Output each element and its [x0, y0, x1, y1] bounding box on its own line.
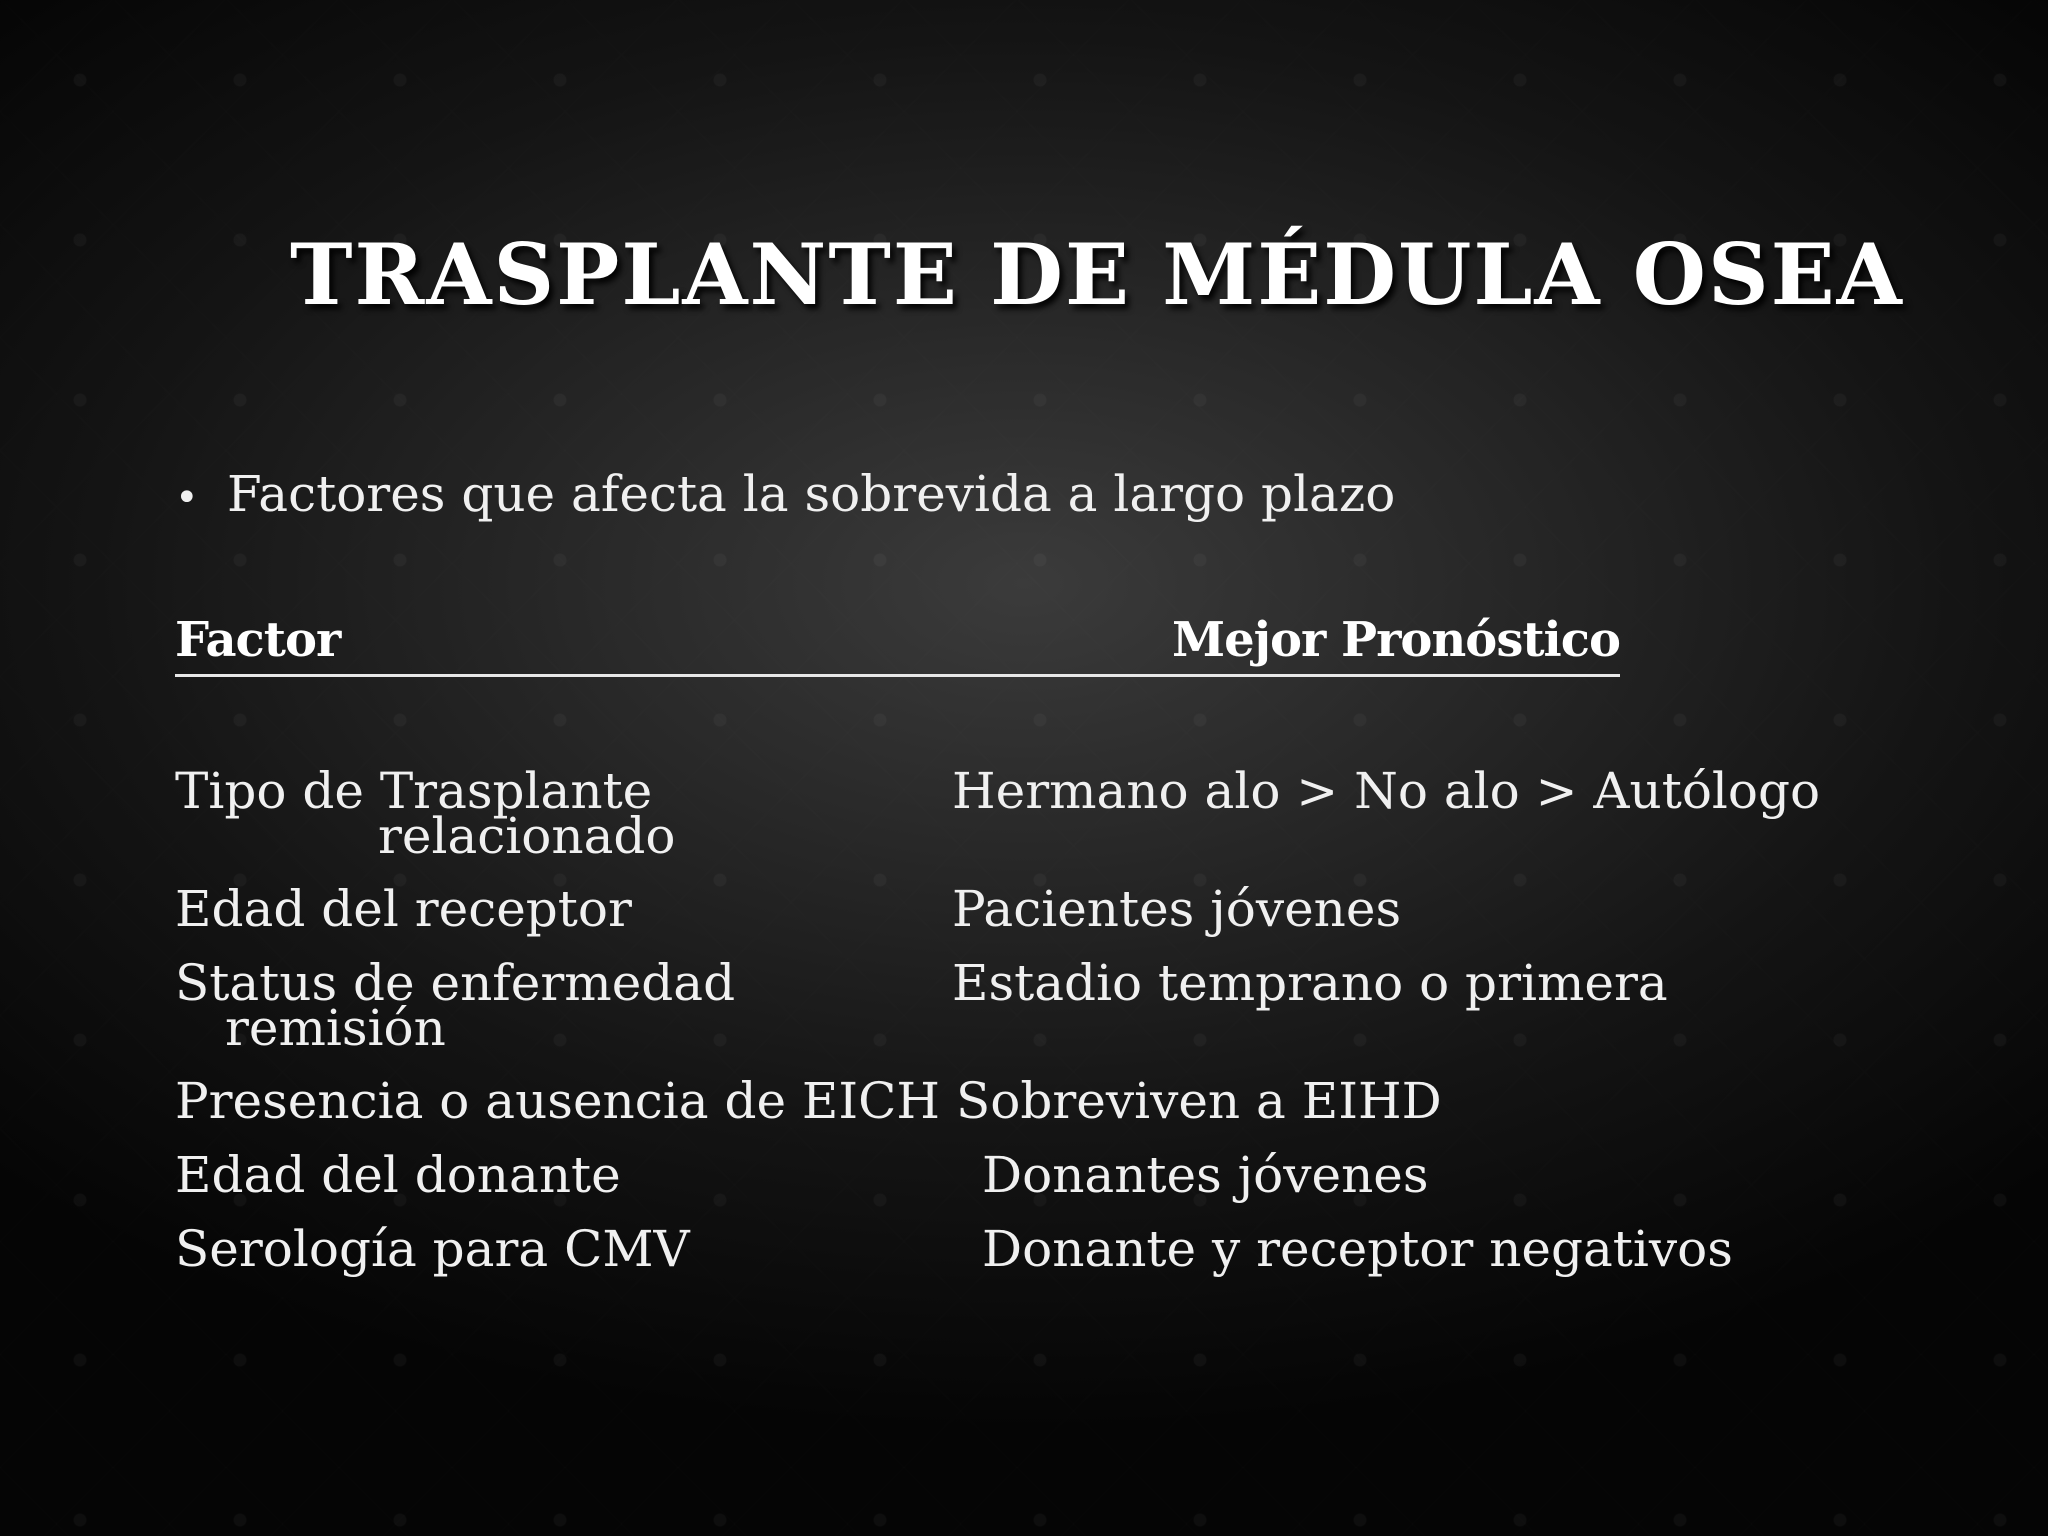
table-row-factor: Edad del donante — [175, 1146, 621, 1204]
table-row-factor-cont: relacionado — [378, 807, 676, 865]
header-prognosis: Mejor Pronóstico — [1171, 612, 1620, 668]
bullet-icon: • — [175, 475, 199, 521]
table-row-factor-cont: remisión — [225, 999, 446, 1057]
table-row-factor: Tipo de Trasplante — [175, 762, 653, 820]
table-row-prognosis: Pacientes jóvenes — [952, 880, 1402, 938]
table-row-prognosis: Donante y receptor negativos — [982, 1220, 1733, 1278]
table-row-prognosis: Donantes jóvenes — [982, 1146, 1429, 1204]
bullet-text: Factores que afecta la sobrevida a largo plazo — [227, 465, 1396, 523]
table-row-prognosis: Estadio temprano o primera — [952, 954, 1668, 1012]
bullet-item — [175, 465, 1395, 523]
header-factor: Factor — [175, 612, 341, 668]
table-header — [175, 612, 1620, 677]
slide-title: TRASPLANTE DE MÉDULA OSEA — [290, 225, 1904, 324]
table-row-prognosis: Hermano alo > No alo > Autólogo — [952, 762, 1821, 820]
table-row-factor: Status de enfermedad — [175, 954, 736, 1012]
table-row-factor: Serología para CMV — [175, 1220, 690, 1278]
table-row-factor: Edad del receptor — [175, 880, 632, 938]
table-row-prognosis: Sobreviven a EIHD — [956, 1072, 1442, 1130]
table-row-factor: Presencia o ausencia de EICH — [175, 1072, 941, 1130]
